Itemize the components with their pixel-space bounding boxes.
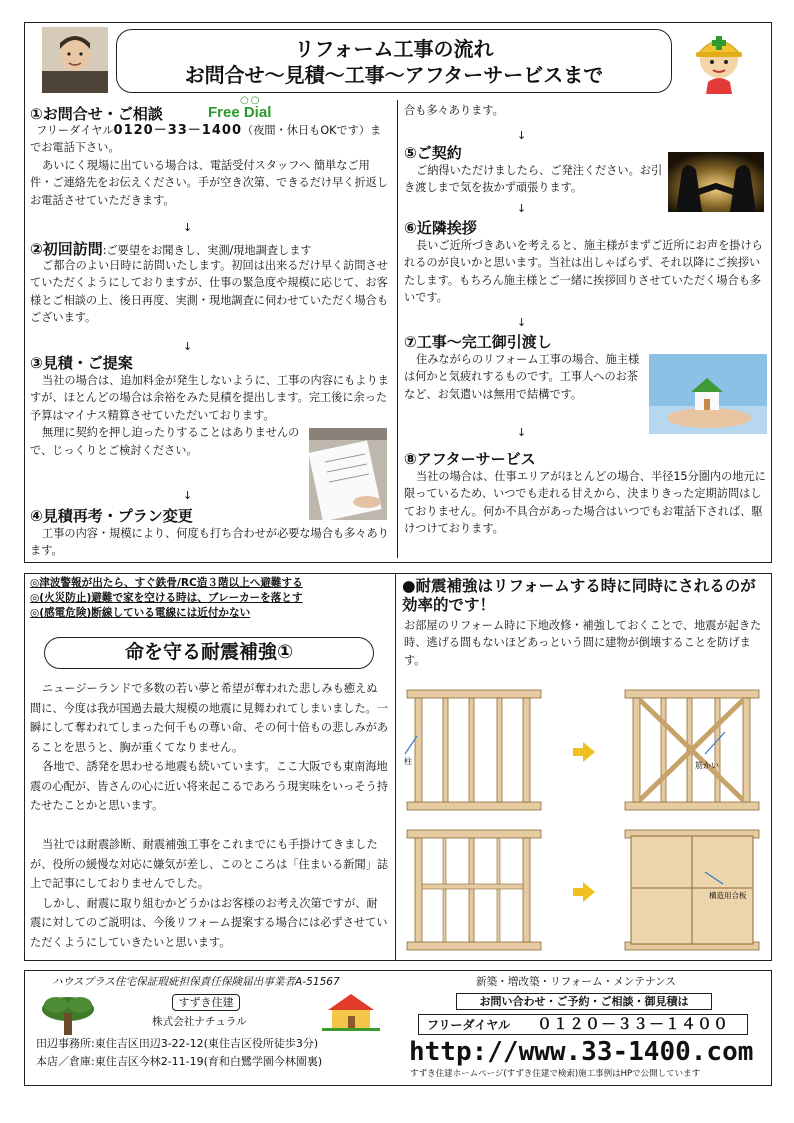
arrow-down-icon: ↓ — [517, 202, 527, 215]
arrow-down-icon: ↓ — [517, 316, 527, 329]
safety-note-wire: ◎(感電危険)断線している電線には近付かない — [30, 607, 251, 619]
step-8 — [404, 450, 768, 538]
staff-portrait-photo — [42, 27, 108, 93]
step-7-title: ⑦工事～完工御引渡し — [404, 333, 552, 351]
website-url[interactable]: http://www.33-1400.com — [409, 1037, 754, 1067]
step-3-body-2: 無理に契約を押し迫ったりすることはありませんので、じっくりとご検討ください。 — [30, 426, 300, 457]
free-dial-icon: ○○ — [240, 95, 262, 106]
title-line-2: お問合せ～見積～工事～アフターサービスまで — [184, 63, 604, 87]
house-logo-icon — [322, 992, 380, 1032]
quake-paragraph-1: ニュージーランドで多数の若い夢と希望が奪われた悲しみも癒えぬ間に、今度は我が国過去最大規模の地震に見舞われてしまいました。一瞬にして奪われてしまった何千もの尊い命、その何十倍もの悲しみがあることを思うと、胸が重くてなりません。 — [30, 682, 389, 754]
free-dial-text: Free Dial — [208, 104, 272, 121]
arrow-down-icon: ↓ — [183, 489, 193, 502]
quake-title-box — [44, 637, 374, 669]
arrow-down-icon: ↓ — [517, 129, 527, 142]
office-headquarters: 本店／倉庫:東住吉区今林2-11-19(育和白鷺学園今林園裏) — [36, 1055, 323, 1068]
step-3-body: 当社の場合は、追加料金が発生しないように、工事の内容にもよりますが、ほとんどの場合は余裕をみた見積を提出します。完工後に余った予算はマイナス精算させていただいております。 — [30, 374, 389, 422]
step-1-body — [30, 122, 392, 157]
safety-note-breaker: ◎(火災防止)避難で家を空ける時は、ブレーカーを落とす — [30, 592, 303, 604]
contract-handshake-photo — [668, 152, 764, 212]
label-plywood: 構造用合板 — [709, 891, 747, 900]
step-2-body: ご都合のよい日時に訪問いたします。初回は出来るだけ早く訪問させていただくようにしておりますが、仕事の緊急度や規模に応じて、お客様とご相談の上、後日再度、実測・現地調査に伺わせていただく場合もございます。 — [30, 259, 389, 325]
house-in-hands-photo — [649, 354, 767, 434]
step-4 — [30, 507, 392, 558]
step-1-title: ①お問合せ・ご相談 — [30, 105, 163, 123]
brand-name: すずき住建 — [178, 996, 234, 1009]
frame-braced — [625, 690, 759, 810]
step-2 — [30, 239, 392, 327]
wall-frame-diagrams — [405, 684, 765, 956]
arrow-down-icon: ↓ — [183, 221, 193, 234]
step-7 — [404, 333, 648, 403]
freedial-number: ０１２０－３３－１４００ — [537, 1015, 730, 1033]
reinforcement-heading: ●耐震補強はリフォームする時に同時にされるのが効率的です！ — [402, 577, 756, 614]
step-4-continued: 合も多々あります。 — [404, 104, 504, 117]
arrow-right-icon — [573, 882, 595, 902]
earthquake-divider — [395, 574, 396, 960]
step-4-title: ④見積再考・プラン変更 — [30, 507, 193, 525]
spacer — [30, 816, 388, 836]
step-5-title: ⑤ご契約 — [404, 144, 462, 162]
step-2-subtitle: :ご要望をお聞きし、実測/現地調査します — [102, 244, 312, 257]
free-dial-label: フリーダイヤル — [36, 124, 114, 137]
step-6-title: ⑥近隣挨拶 — [404, 219, 477, 237]
tree-logo-icon — [38, 993, 98, 1037]
arrow-down-icon: ↓ — [183, 340, 193, 353]
arrow-down-icon: ↓ — [517, 426, 527, 439]
quake-paragraph-3: 当社では耐震診断、耐震補強工事をこれまでにも手掛けてきましたが、役所の緩慢な対応に嫌気が差し、このところは「住まいる新聞」誌上で記事にしておりませんでした。 — [30, 838, 389, 890]
helmet-mascot-icon — [688, 26, 750, 96]
quake-title: 命を守る耐震補強① — [124, 641, 294, 663]
step-8-title: ⑧アフターサービス — [404, 450, 536, 468]
step-5 — [404, 144, 666, 197]
frame-studs — [407, 830, 541, 950]
label-brace: 筋かい — [695, 761, 719, 770]
step-5-body: ご納得いただけましたら、ご発注ください。お引き渡しまで気を抜かず頑張ります。 — [404, 164, 663, 195]
step-3-title: ③見積・ご提案 — [30, 354, 133, 372]
step-1-detail: あいにく現場に出ている場合は、電話受付スタッフへ 簡単なご用件・ご連絡先をお伝えください。手が空き次第、できるだけ早く折返しお電話させていただきます。 — [30, 158, 389, 207]
step-1 — [30, 95, 392, 209]
company-name: 株式会社ナチュラル — [152, 1016, 247, 1028]
phone-number: 0120－33－1400 — [113, 123, 242, 138]
reinforcement-diagram — [405, 684, 765, 956]
website-note: すずき住建ホームページ(すずき住建で検索)施工事例はHPで公開しています — [410, 1069, 701, 1079]
arrow-right-icon — [573, 742, 595, 762]
registration-text: ハウスプラス住宅保証瑕疵担保責任保険届出事業者A-51567 — [52, 976, 340, 988]
frame-plywood — [625, 830, 759, 950]
inquiry-text: お問い合わせ・ご予約・ご相談・御見積は — [479, 995, 689, 1008]
step-6 — [404, 219, 766, 307]
brand-box — [172, 994, 240, 1011]
label-pillar: 柱 — [404, 757, 412, 766]
reinforcement-body: お部屋のリフォーム時に下地改修・補強しておくことで、地震が起きた時、逃げる間もないほどあっという間に建物が倒壊することを防げます。 — [404, 619, 762, 667]
frame-bare — [405, 690, 541, 810]
inquiry-box — [456, 993, 712, 1010]
step-2-title: ②初回訪問 — [30, 240, 103, 258]
safety-notes — [30, 576, 390, 621]
services-text: 新築・増改築・リフォーム・メンテナンス — [476, 976, 676, 988]
freedial-box[interactable] — [418, 1014, 748, 1035]
title-box — [116, 29, 672, 93]
title-line-1: リフォーム工事の流れ — [294, 37, 494, 61]
freedial-label: フリーダイヤル — [427, 1018, 511, 1032]
safety-note-tsunami: ◎津波警報が出たら、すぐ鉄骨/RC造３階以上へ避難する — [30, 577, 303, 589]
column-divider — [397, 100, 398, 558]
quake-paragraph-4: しかし、耐震に取り組むかどうかはお客様のお考え次第ですが、耐震に対してのご説明は、今後リフォーム提案する場合には必ずさせていただくようにしていきたいと思います。 — [30, 896, 388, 949]
quake-paragraph-2: 各地で、誘発を思わせる地震も続いています。ここ大阪でも東南海地震の心配が、皆さんの心に近い将来起こるであろう現実味をいっそう持たせたことかと思います。 — [30, 760, 388, 812]
step-7-body: 住みながらのリフォーム工事の場合、施主様は何かと気疲れするものです。工事人へのお茶など、お気遣いは無用で結構です。 — [404, 353, 640, 401]
office-tanabe: 田辺事務所:東住吉区田辺3-22-12(東住吉区役所徒歩3分) — [36, 1037, 319, 1050]
step-6-body: 長いご近所づきあいを考えると、施主様がまずご近所にお声を掛けられるのが良いかと思います。当社は出しゃばらず、それ以降にご挨拶いたします。もちろん施主様とご一緒に挨拶回りさせていただく場合も多いです。 — [404, 239, 763, 305]
step-8-body: 当社の場合は、仕事エリアがほとんどの場合、半径15分圏内の地元に限っているため、いつでも走れる甘えから、決まりきった定期訪問はしておりません。何か不具合があった場合はいつでもお電話下されば、駆けつけております。 — [404, 470, 766, 536]
step-1-hours: （夜間・休日もOKです）までお電話下さい。 — [30, 124, 382, 155]
step-4-body: 工事の内容・規模により、何度も打ち合わせが必要な場合も多々あります。 — [30, 527, 389, 558]
quake-article — [30, 679, 388, 952]
